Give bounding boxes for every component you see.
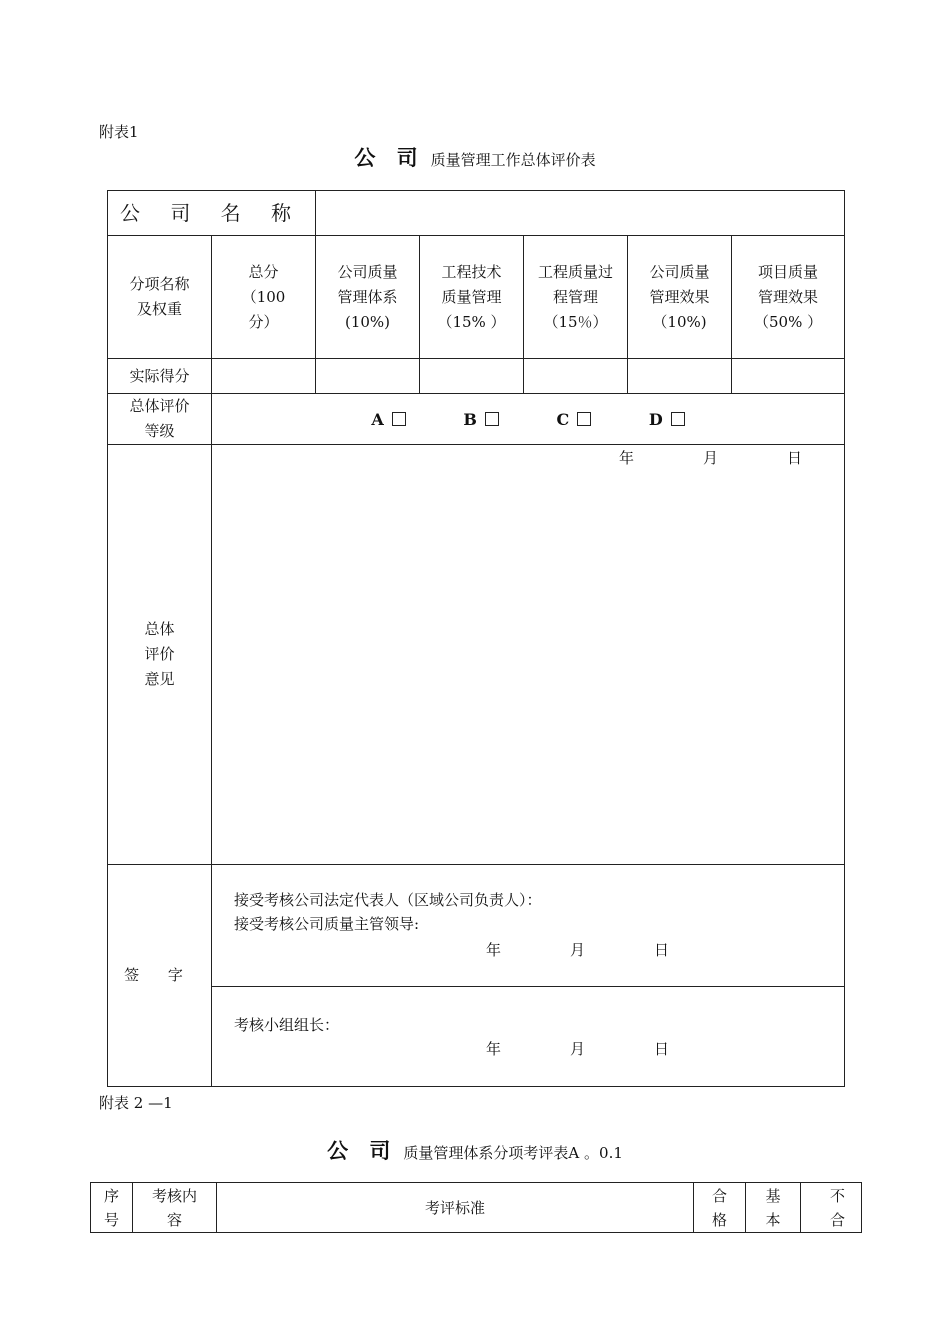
col-process-management: 工程质量过 程管理 （15％） [524, 236, 628, 359]
title-text: 质量管理工作总体评价表 [430, 151, 596, 169]
opinion-field[interactable] [212, 445, 845, 865]
date-month: 月 [570, 941, 586, 959]
date-month: 月 [703, 449, 719, 467]
page-title [0, 142, 950, 172]
score-cell[interactable] [316, 359, 420, 394]
appendix-label-2: 附表 2 —1 [99, 1094, 173, 1112]
legal-rep-signature-field[interactable] [212, 865, 845, 987]
header-seq: 序 号 [91, 1183, 133, 1233]
date-month: 月 [570, 1040, 586, 1058]
score-cell[interactable] [628, 359, 732, 394]
opinion-label: 总体 评价 意见 [108, 445, 212, 865]
col-quality-effect: 公司质量 管理效果 （10%) [628, 236, 732, 359]
section-title [0, 1135, 950, 1165]
col-total-score: 总分 （100 分） [212, 236, 316, 359]
team-leader-signature-field[interactable] [212, 987, 845, 1087]
grade-option-d[interactable]: D [649, 410, 685, 429]
title-company: 公 司 [327, 1138, 398, 1163]
quality-leader-label: 接受考核公司质量主管领导: [234, 915, 420, 933]
col-tech-quality: 工程技术 质量管理 （15% ） [420, 236, 524, 359]
date-year: 年 [619, 449, 635, 467]
score-cell[interactable] [420, 359, 524, 394]
col-quality-system: 公司质量 管理体系 (10%) [316, 236, 420, 359]
header-basic: 基 本 [746, 1183, 801, 1233]
header-standard: 考评标准 [217, 1183, 694, 1233]
company-name-label: 公 司 名 称 [108, 191, 316, 236]
date-year: 年 [486, 941, 502, 959]
title-company: 公 司 [354, 145, 425, 170]
legal-rep-label: 接受考核公司法定代表人（区域公司负责人）： [234, 891, 542, 909]
evaluation-table [107, 190, 845, 1087]
signature-label: 签 字 [108, 865, 212, 1087]
header-content: 考核内 容 [133, 1183, 217, 1233]
item-weight-label: 分项名称 及权重 [108, 236, 212, 359]
header-pass: 合 格 [694, 1183, 746, 1233]
grade-option-c[interactable]: C [557, 410, 592, 429]
date-year: 年 [486, 1040, 502, 1058]
appendix-label: 附表1 [99, 123, 139, 141]
grade-options [212, 394, 845, 445]
date-day: 日 [654, 941, 670, 959]
company-name-field[interactable] [316, 191, 845, 236]
checkbox-icon[interactable] [485, 412, 499, 426]
grade-label: 总体评价 等级 [108, 394, 212, 445]
checkbox-icon[interactable] [392, 412, 406, 426]
date-day: 日 [654, 1040, 670, 1058]
actual-score-label: 实际得分 [108, 359, 212, 394]
score-cell[interactable] [732, 359, 845, 394]
team-leader-label: 考核小组组长： [234, 1016, 340, 1034]
date-day: 日 [787, 449, 803, 467]
score-cell[interactable] [524, 359, 628, 394]
grade-option-a[interactable]: A [371, 410, 405, 429]
checkbox-icon[interactable] [577, 412, 591, 426]
header-fail: 不 合 [801, 1183, 862, 1233]
score-cell[interactable] [212, 359, 316, 394]
assessment-table [90, 1182, 862, 1233]
checkbox-icon[interactable] [671, 412, 685, 426]
title-text: 质量管理体系分项考评表A 。0.1 [403, 1144, 623, 1162]
col-project-effect: 项目质量 管理效果 （50% ） [732, 236, 845, 359]
grade-option-b[interactable]: B [463, 410, 499, 429]
